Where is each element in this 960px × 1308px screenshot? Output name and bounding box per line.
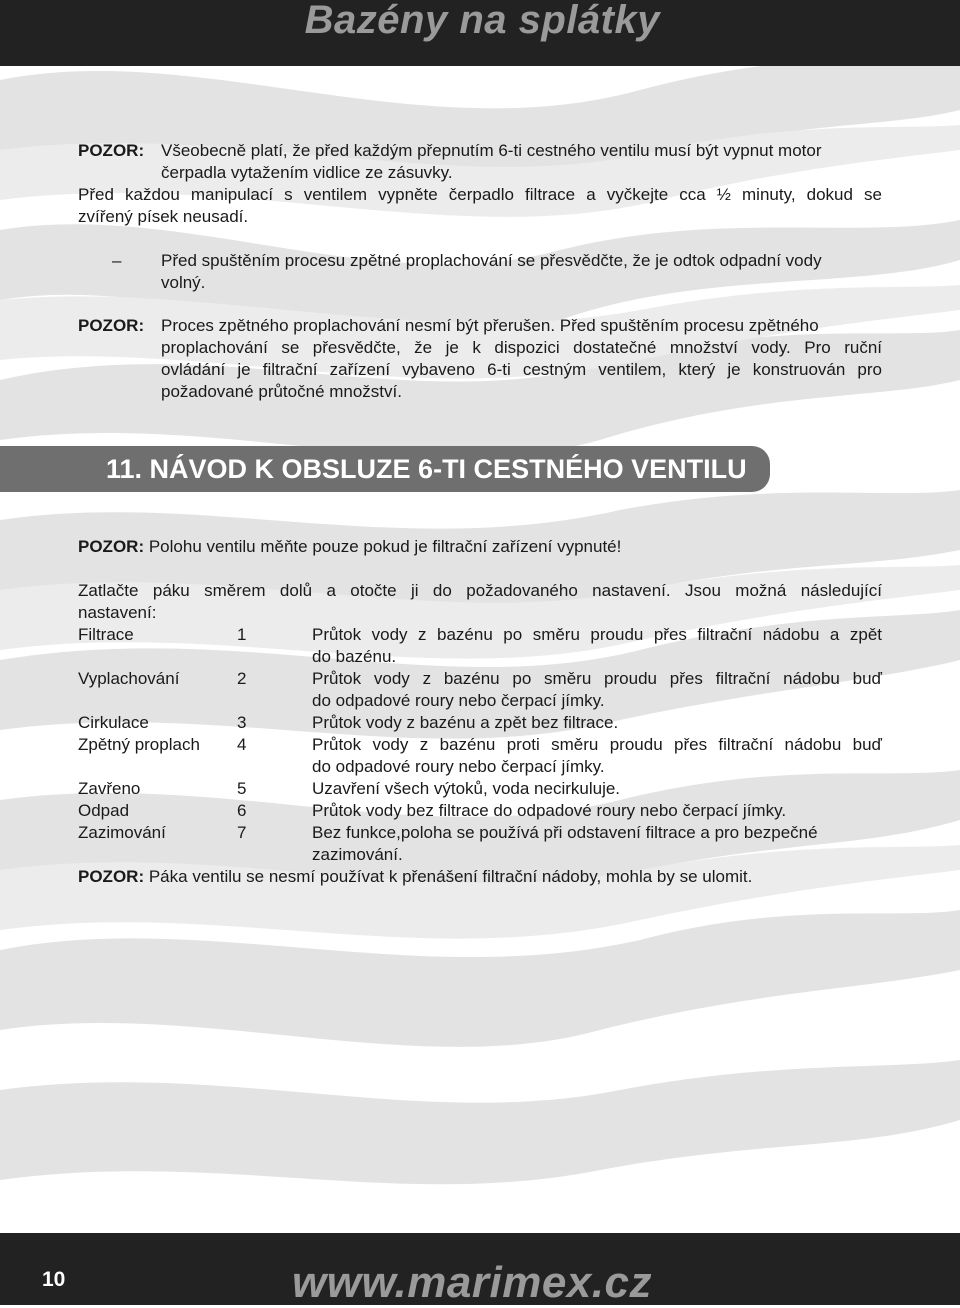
bullet-line: volný.	[161, 273, 206, 292]
bullet-line: Před spuštěním procesu zpětné proplachování se přesvědčte, že je odtok odpadní vody	[161, 251, 822, 270]
pozor-label: POZOR:	[78, 316, 145, 335]
setting-description: Bez funkce,poloha se používá při odstavení filtrace a pro bezpečné	[312, 823, 818, 842]
paragraph-line: Před každou manipulací s ventilem vypněte čerpadlo filtrace a vyčkejte cca ½ minuty, dokud se	[78, 185, 882, 204]
pozor-notice	[78, 866, 752, 888]
setting-number: 7	[237, 823, 247, 842]
setting-number: 6	[237, 801, 247, 820]
setting-name: Zazimování	[78, 823, 166, 842]
header-bar	[0, 0, 960, 66]
setting-description: do bazénu.	[312, 647, 397, 666]
pozor-label: POZOR:	[78, 537, 145, 556]
pozor-label: POZOR:	[78, 867, 145, 886]
setting-number: 4	[237, 735, 247, 754]
setting-name: Zavřeno	[78, 779, 141, 798]
pozor-label: POZOR:	[78, 141, 145, 160]
notice-text: Polohu ventilu měňte pouze pokud je filtrační zařízení vypnuté!	[148, 537, 622, 556]
setting-number: 3	[237, 713, 247, 732]
footer-url[interactable]: www.marimex.cz	[292, 1258, 652, 1307]
setting-description: do odpadové roury nebo čerpací jímky.	[312, 757, 605, 776]
setting-description: Průtok vody z bazénu proti směru proudu přes filtrační nádobu buď	[312, 735, 882, 754]
notice-text: Páka ventilu se nesmí používat k přenášení filtrační nádoby, mohla by se ulomit.	[148, 867, 753, 886]
setting-number: 1	[237, 625, 247, 644]
paragraph-line: čerpadla vytažením vidlice ze zásuvky.	[161, 163, 453, 182]
setting-description: Průtok vody bez filtrace do odpadové roury nebo čerpací jímky.	[312, 801, 787, 820]
section-title: 11. NÁVOD K OBSLUZE 6-TI CESTNÉHO VENTILU	[106, 454, 747, 484]
setting-description: Průtok vody z bazénu po směru proudu přes filtrační nádobu buď	[312, 669, 882, 688]
paragraph-line: proplachování se přesvědčte, že je k dispozici dostatečné množství vody. Pro ruční	[161, 338, 882, 357]
setting-name: Odpad	[78, 801, 130, 820]
page-number: 10	[42, 1268, 66, 1291]
header-title: Bazény na splátky	[304, 0, 660, 42]
setting-name: Vyplachování	[78, 669, 180, 688]
paragraph-line: ovládání je filtrační zařízení vybaveno 6-ti cestným ventilem, který je konstruován pro	[161, 360, 882, 379]
setting-name: Zpětný proplach	[78, 735, 200, 754]
setting-description: zazimování.	[312, 845, 403, 864]
dash-bullet: –	[112, 251, 122, 270]
setting-description: Uzavření všech výtoků, voda necirkuluje.	[312, 779, 621, 798]
setting-description: Průtok vody z bazénu a zpět bez filtrace.	[312, 713, 619, 732]
paragraph-line: nastavení:	[78, 603, 157, 622]
paragraph-line: Zatlačte páku směrem dolů a otočte ji do požadovaného nastavení. Jsou možná následující	[78, 581, 882, 600]
setting-number: 5	[237, 779, 247, 798]
setting-name: Filtrace	[78, 625, 134, 644]
paragraph-line: Proces zpětného proplachování nesmí být přerušen. Před spuštěním procesu zpětného	[161, 316, 819, 335]
setting-name: Cirkulace	[78, 713, 149, 732]
paragraph-line: zvířený písek neusadí.	[78, 207, 249, 226]
setting-description: Průtok vody z bazénu po směru proudu přes filtrační nádobu a zpět	[312, 625, 882, 644]
setting-description: do odpadové roury nebo čerpací jímky.	[312, 691, 605, 710]
paragraph-line: Všeobecně platí, že před každým přepnutím 6-ti cestného ventilu musí být vypnut motor	[161, 141, 822, 160]
setting-number: 2	[237, 669, 247, 688]
pozor-notice	[78, 536, 621, 558]
paragraph-line: požadované průtočné množství.	[161, 382, 402, 401]
section-header-bar	[0, 446, 770, 492]
